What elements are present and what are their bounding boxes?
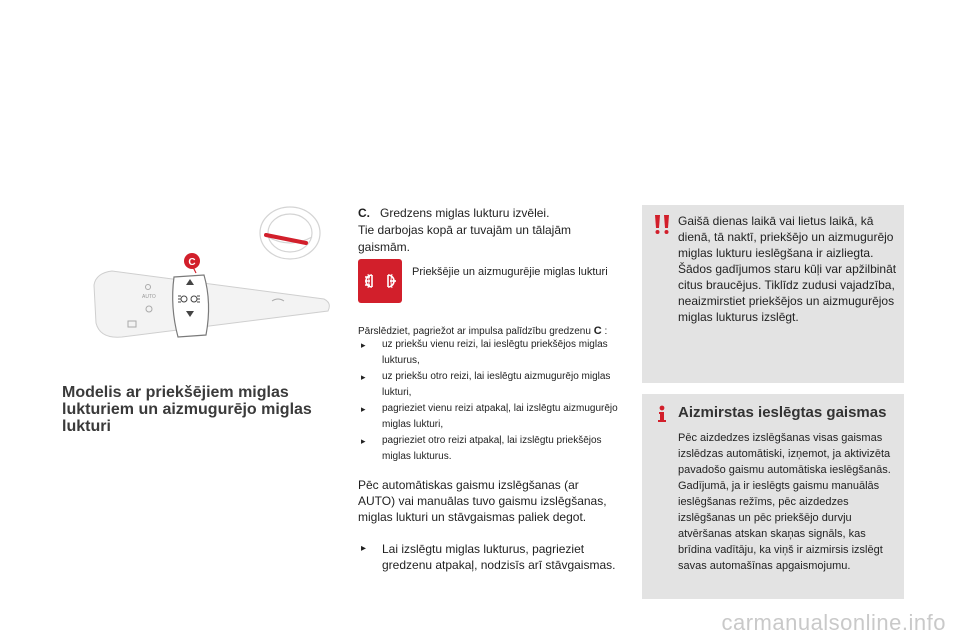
- ring-c-line1: Gredzens miglas lukturu izvēlei.: [380, 206, 550, 220]
- switch-intro-text: Pārslēdziet, pagriežot ar impulsa palīdzību gredzenu: [358, 326, 591, 337]
- svg-text:C: C: [188, 257, 196, 268]
- list-item: ▸ uz priekšu otro reizi, lai ieslēgtu aizmugurējo miglas lukturi,: [358, 369, 628, 401]
- list-item: ▸ uz priekšu vienu reizi, lai ieslēgtu priekšējos miglas lukturus,: [358, 337, 628, 369]
- auto-steps-list: [358, 541, 618, 573]
- fog-lights-icon: [358, 259, 402, 303]
- switch-intro-ring: C: [593, 325, 602, 337]
- light-stalk-illustration: [92, 203, 335, 348]
- ring-c-line2: Tie darbojas kopā ar tuvajām un tālajām gaismām.: [358, 223, 571, 254]
- steering-wheel-icon: [260, 207, 320, 259]
- info-title: Aizmirstas ieslēgtas gaismas: [678, 404, 887, 421]
- list-item: ▸ Lai izslēgtu miglas lukturus, pagrieziet gredzenu atpakaļ, nodzisīs arī stāvgaismas.: [358, 541, 618, 573]
- info-text: Pēc aizdedzes izslēgšanas visas gaismas izslēdzas automātiski, izņemot, ja aktivizēta pavadošo gaismu automātiska ieslēgšanās. Gadījumā, ja ir ieslēgts gaismu manuālās ieslēgšanas režīms, pēc aizdedzes izslēgšanas un pēc priekšējo durvju atvēršanas atskan skaņas signāls, kas brīdina vadītāju, ka viņš ir aizmirsis izslēgt savas automašīnas apgaismojumu.: [678, 432, 891, 572]
- ring-c-description: [358, 205, 608, 256]
- switch-intro-colon: :: [604, 326, 608, 337]
- info-icon: [652, 404, 672, 424]
- info-box: [642, 394, 904, 599]
- section-heading: Modelis ar priekšējiem miglas lukturiem un aizmugurējo miglas lukturi: [62, 384, 312, 435]
- switch-steps-list: [358, 337, 628, 465]
- fog-lights-caption: Priekšējie un aizmugurējie miglas lukturi: [412, 266, 608, 278]
- svg-text:AUTO: AUTO: [142, 294, 156, 300]
- switch-intro: [358, 325, 607, 337]
- warning-exclamation-icon: [652, 213, 672, 235]
- list-item: ▸ pagrieziet vienu reizi atpakaļ, lai izslēgtu aizmugurējo miglas lukturi,: [358, 401, 628, 433]
- watermark: carmanualsonline.info: [721, 610, 946, 635]
- auto-off-paragraph: Pēc automātiskas gaismu izslēgšanas (ar AUTO) vai manuālas tuvo gaismu izslēgšanas, miglas lukturi un stāvgaismas paliek degot.: [358, 478, 607, 524]
- warning-box: [642, 205, 904, 383]
- warning-text: Gaišā dienas laikā vai lietus laikā, kā dienā, tā naktī, priekšējo un aizmugurējo miglas lukturu ieslēgšana ir aizliegta. Šādos gadījumos staru kūļi var apžilbināt citus braucējus. Tiklīdz zudusi vajadzība, neaizmirstiet priekšējos un aizmugurējos miglas lukturus izslēgt.: [678, 214, 897, 324]
- ring-c-label: C.: [358, 206, 370, 220]
- list-item: ▸ pagrieziet otro reizi atpakaļ, lai izslēgtu priekšējos miglas lukturus.: [358, 433, 628, 465]
